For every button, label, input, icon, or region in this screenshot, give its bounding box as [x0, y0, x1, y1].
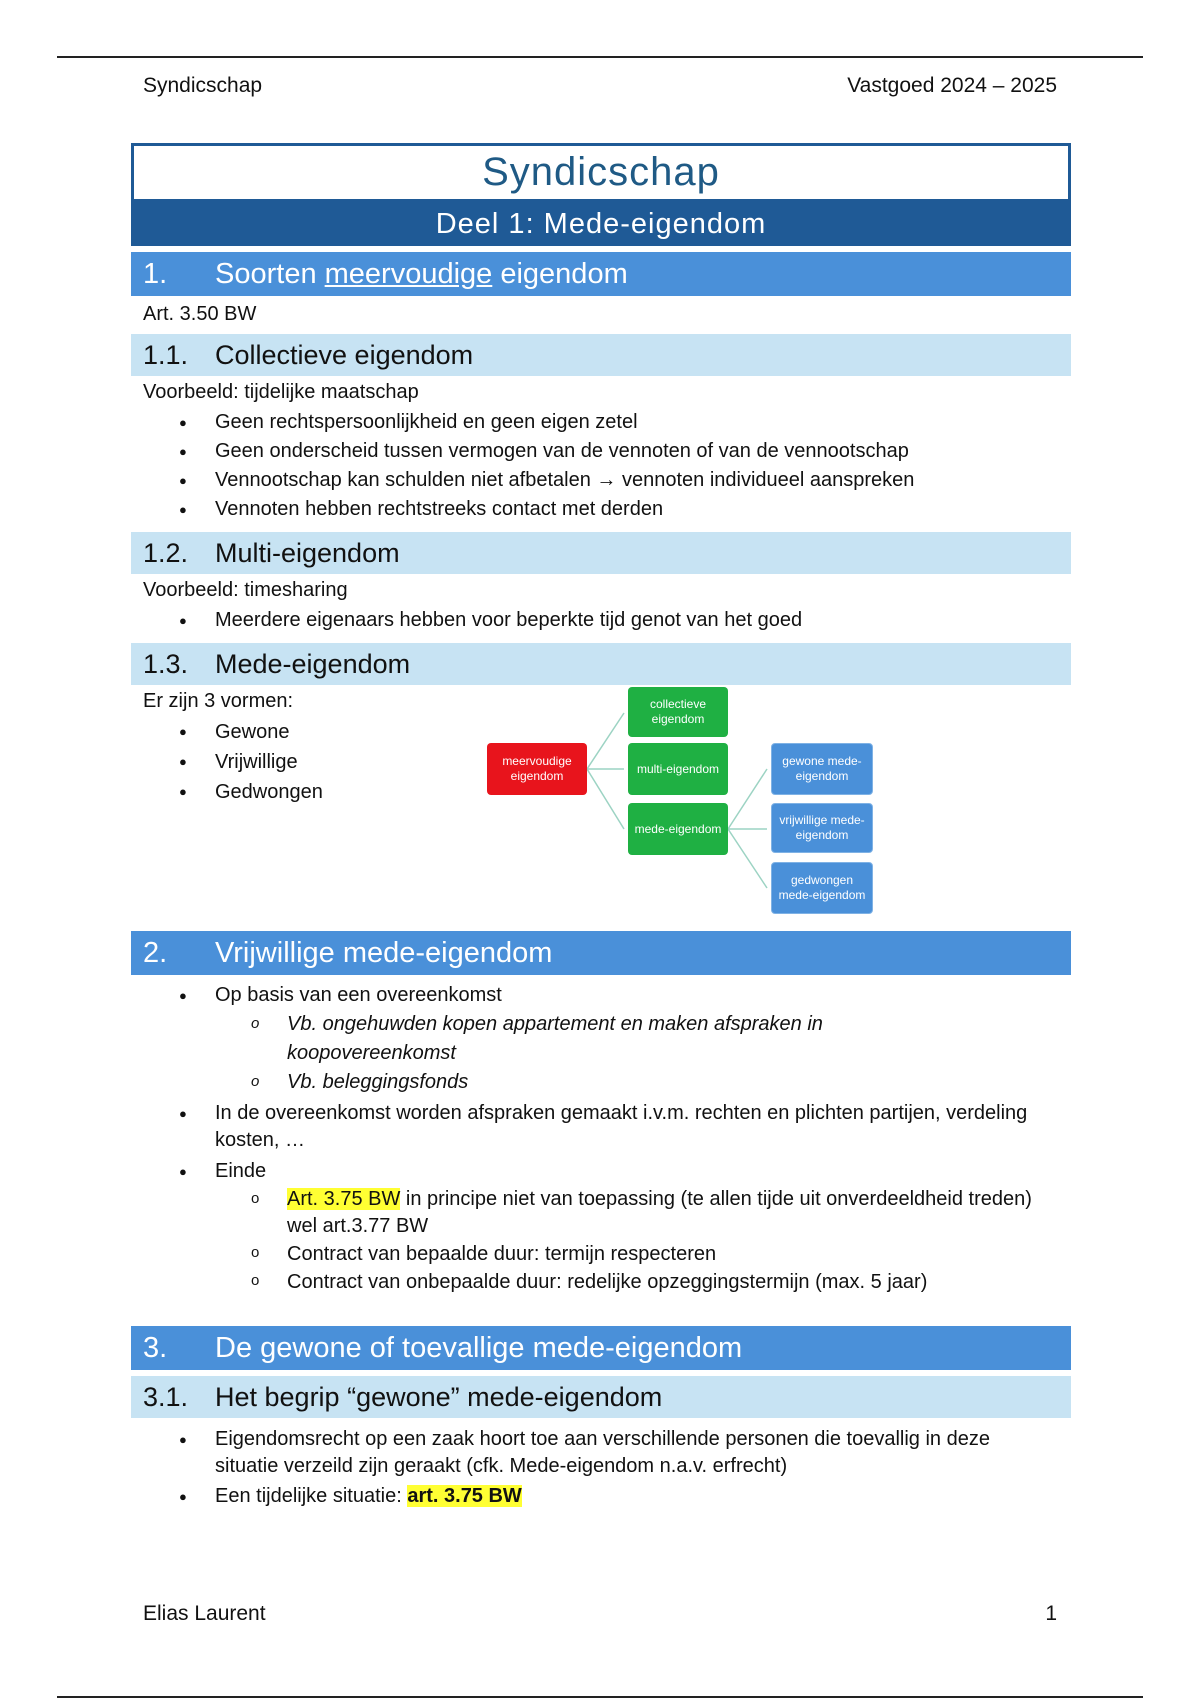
- section-1-3-number: 1.3.: [143, 649, 189, 679]
- list-item: [131, 1482, 1071, 1511]
- diagram-node-gedwongen: gedwongen mede-eigendom: [771, 862, 873, 914]
- section-2-number: 2.: [143, 937, 168, 969]
- section-1-article: Art. 3.50 BW: [143, 303, 257, 325]
- diagram-node-collectieve: collectieve eigendom: [628, 687, 728, 737]
- list-item: [131, 1157, 1071, 1296]
- section-1-3-heading: [131, 643, 1071, 685]
- section-1-1-number: 1.1.: [143, 340, 189, 370]
- connector-line: [728, 829, 767, 888]
- list-item: ● Geen rechtspersoonlijkheid en geen eigen zetel: [131, 408, 1071, 437]
- section-1-1-heading: [131, 334, 1071, 376]
- section-1-1-title: Collectieve eigendom: [215, 340, 474, 370]
- sub-list-item: [215, 1186, 1051, 1240]
- section-1-title-pre: Soorten: [215, 258, 325, 290]
- section-3-heading: [131, 1326, 1071, 1370]
- section-3-1-title: Het begrip “gewone” mede-eigendom: [215, 1382, 663, 1412]
- bullet-text: Een tijdelijke situatie:: [215, 1485, 408, 1507]
- section-1-3-body: [131, 685, 1071, 931]
- section-2-title: Vrijwillige mede-eigendom: [215, 937, 553, 969]
- section-1-title-post: eigendom: [492, 258, 628, 290]
- list-item: ● Vrijwillige: [131, 747, 1071, 777]
- section-1-1-example: Voorbeeld: tijdelijke maatschap: [143, 381, 419, 403]
- page-title: Syndicschap: [131, 143, 1071, 202]
- diagram-node-gewone: gewone mede-eigendom: [771, 743, 873, 795]
- sub-list-item: o Vb. ongehuwden kopen appartement en maken afspraken in koopovereenkomst: [215, 1010, 1051, 1068]
- sub-list-item: o Vb. beleggingsfonds: [215, 1068, 1051, 1097]
- section-3-1-list: [131, 1426, 1071, 1511]
- section-1-title-underlined: meervoudige: [324, 258, 493, 290]
- section-1-2-heading: [131, 532, 1071, 574]
- footer-author: Elias Laurent: [143, 1602, 266, 1625]
- section-1-2-title: Multi-eigendom: [215, 538, 400, 568]
- section-1-2-list: [131, 606, 1071, 635]
- page-subtitle: Deel 1: Mede-eigendom: [131, 202, 1071, 246]
- section-2-sublist-2: [215, 1186, 1051, 1296]
- list-item: [131, 981, 1071, 1097]
- header-left: Syndicschap: [143, 74, 263, 97]
- bottom-rule: [57, 1696, 1143, 1698]
- section-3-number: 3.: [143, 1332, 168, 1364]
- ownership-diagram: [482, 685, 882, 919]
- list-item: ● Gedwongen: [131, 777, 1071, 807]
- section-1-2-example: Voorbeeld: timesharing: [143, 579, 348, 601]
- bullet-text: Op basis van een overeenkomst: [215, 984, 502, 1006]
- list-item: ● Meerdere eigenaars hebben voor beperkte tijd genot van het goed: [131, 606, 1071, 635]
- section-3-title: De gewone of toevallige mede-eigendom: [215, 1332, 743, 1364]
- section-1-number: 1.: [143, 258, 168, 290]
- section-2-sublist-1: [215, 1010, 1051, 1097]
- section-3-1-number: 3.1.: [143, 1382, 189, 1412]
- list-item: ● Vennoten hebben rechtstreeks contact met derden: [131, 495, 1071, 524]
- section-2-list: [131, 981, 1071, 1296]
- diagram-node-vrijwillige: vrijwillige mede-eigendom: [771, 803, 873, 853]
- footer-page-number: 1: [1045, 1602, 1057, 1625]
- section-1-1-list: [131, 408, 1071, 524]
- sub-list-item: o Contract van onbepaalde duur: redelijke opzeggingstermijn (max. 5 jaar): [215, 1268, 1051, 1296]
- section-1-heading: [131, 252, 1071, 296]
- bullet-text: Einde: [215, 1160, 267, 1182]
- diagram-node-multi: multi-eigendom: [628, 743, 728, 795]
- list-item: ● Vennootschap kan schulden niet afbetalen → vennoten individueel aanspreken: [131, 466, 1071, 495]
- section-1-3-title: Mede-eigendom: [215, 649, 411, 679]
- section-1-2-number: 1.2.: [143, 538, 189, 568]
- connector-line: [587, 713, 624, 769]
- diagram-node-root: meervoudige eigendom: [487, 743, 587, 795]
- header-right: Vastgoed 2024 – 2025: [847, 74, 1057, 97]
- section-1-3-intro: Er zijn 3 vormen:: [143, 690, 294, 712]
- list-item: ● Gewone: [131, 717, 1071, 747]
- top-rule: [57, 56, 1143, 58]
- sub-list-item: o Contract van bepaalde duur: termijn respecteren: [215, 1240, 1051, 1268]
- list-item: ● In de overeenkomst worden afspraken gemaakt i.v.m. rechten en plichten partijen, verdeling kosten, …: [131, 1100, 1071, 1154]
- list-item: ● Geen onderscheid tussen vermogen van de vennoten of van de vennootschap: [131, 437, 1071, 466]
- diagram-node-mede: mede-eigendom: [628, 803, 728, 855]
- list-item: ● Eigendomsrecht op een zaak hoort toe aan verschillende personen die toevallig in deze situatie verzeild zijn geraakt (cfk. Mede-eigendom n.a.v. erfrecht): [131, 1426, 1071, 1480]
- connector-line: [728, 769, 767, 829]
- highlight-art-375: Art. 3.75 BW: [287, 1188, 401, 1210]
- sub-list-text: in principe niet van toepassing (te allen tijde uit onverdeeldheid treden) wel art.3.77 BW: [287, 1188, 1032, 1237]
- section-2-heading: [131, 931, 1071, 975]
- connector-line: [587, 769, 624, 829]
- section-3-1-heading: [131, 1376, 1071, 1418]
- document-body: [131, 143, 1071, 1511]
- highlight-art-375-bold: art. 3.75 BW: [407, 1485, 522, 1507]
